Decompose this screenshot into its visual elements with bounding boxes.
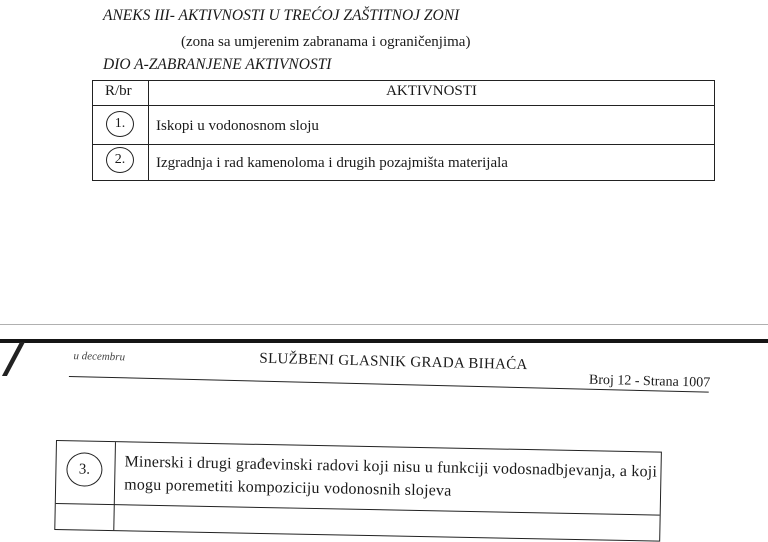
row-activity-text-continued: mogu poremetiti kompoziciju vodonosnih slojeva: [123, 476, 452, 500]
row-divider: [93, 105, 714, 106]
section-title: DIO A-ZABRANJENE AKTIVNOSTI: [103, 56, 332, 73]
row-activity-text: Iskopi u vodonosnom sloju: [156, 118, 319, 134]
row-divider: [93, 144, 714, 145]
annex-title: ANEKS III- AKTIVNOSTI U TREĆOJ ZAŠTITNOJ ZONI: [103, 7, 460, 24]
row-activity-text: Minerski i drugi građevinski radovi koji nisu u funkciji vodosnadbjevanja, a koji: [124, 453, 658, 481]
prohibited-activities-table: [92, 80, 715, 181]
column-divider: [113, 442, 116, 530]
gazette-header: [68, 332, 768, 419]
header-note: u decembru: [73, 350, 126, 364]
annex-subtitle: (zona sa umjerenim zabranama i ograničenjima): [181, 34, 471, 50]
row-number: 3.: [66, 452, 103, 487]
gazette-title: SLUŽBENI GLASNIK GRADA BIHAĆA: [259, 350, 528, 374]
column-header-number: R/br: [105, 83, 132, 99]
page-edge: [0, 324, 768, 325]
activities-table-continued: [54, 440, 662, 542]
row-activity-text: Izgradnja i rad kamenoloma i drugih pozajmišta materijala: [156, 155, 508, 171]
pen-mark: [2, 342, 25, 376]
column-header-activity: AKTIVNOSTI: [386, 83, 477, 99]
row-divider: [56, 503, 660, 516]
page-number: Broj 12 - Strana 1007: [588, 372, 711, 391]
row-number: 1.: [106, 111, 134, 137]
row-number: 2.: [106, 147, 134, 173]
